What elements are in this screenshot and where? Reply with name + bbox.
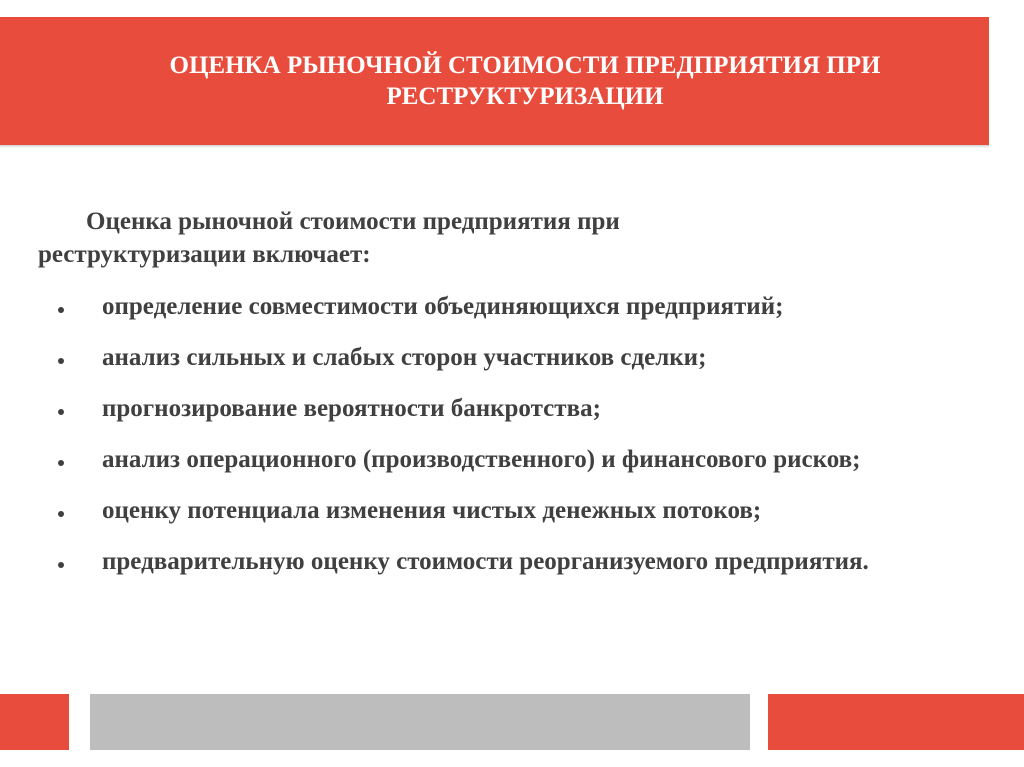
bullet-dot-icon [58, 307, 64, 313]
bullet-dot-icon [58, 460, 64, 466]
list-item [0, 494, 962, 527]
bullet-dot-icon [58, 511, 64, 517]
bullet-text: предварительную оценку стоимости реорганизуемого предприятия. [102, 548, 869, 575]
bullet-dot-icon [58, 409, 64, 415]
bullet-text: анализ сильных и слабых сторон участников сделки; [102, 344, 707, 371]
list-item [0, 392, 962, 425]
bullet-text: анализ операционного (производственного) и финансового рисков; [102, 446, 861, 473]
footer-accent-left [0, 694, 69, 750]
bullet-text: прогнозирование вероятности банкротства; [102, 395, 601, 422]
list-item [0, 443, 962, 476]
list-item [0, 341, 962, 374]
bullet-text: оценку потенциала изменения чистых денежных потоков; [102, 497, 762, 524]
bullet-list [0, 290, 1024, 596]
list-item [0, 290, 962, 323]
footer-bar-gray [90, 694, 750, 750]
intro-text: Оценка рыночной стоимости предприятия при реструктуризации включает: [38, 208, 620, 268]
footer-accent-right [768, 694, 1024, 750]
bullet-text: определение совместимости объединяющихся предприятий; [102, 293, 784, 320]
bullet-dot-icon [58, 562, 64, 568]
slide-title: ОЦЕНКА РЫНОЧНОЙ СТОИМОСТИ ПРЕДПРИЯТИЯ ПРИ РЕСТРУКТУРИЗАЦИИ [169, 52, 881, 110]
title-banner-shadow [0, 145, 989, 148]
bullet-dot-icon [58, 358, 64, 364]
list-item [0, 545, 962, 578]
